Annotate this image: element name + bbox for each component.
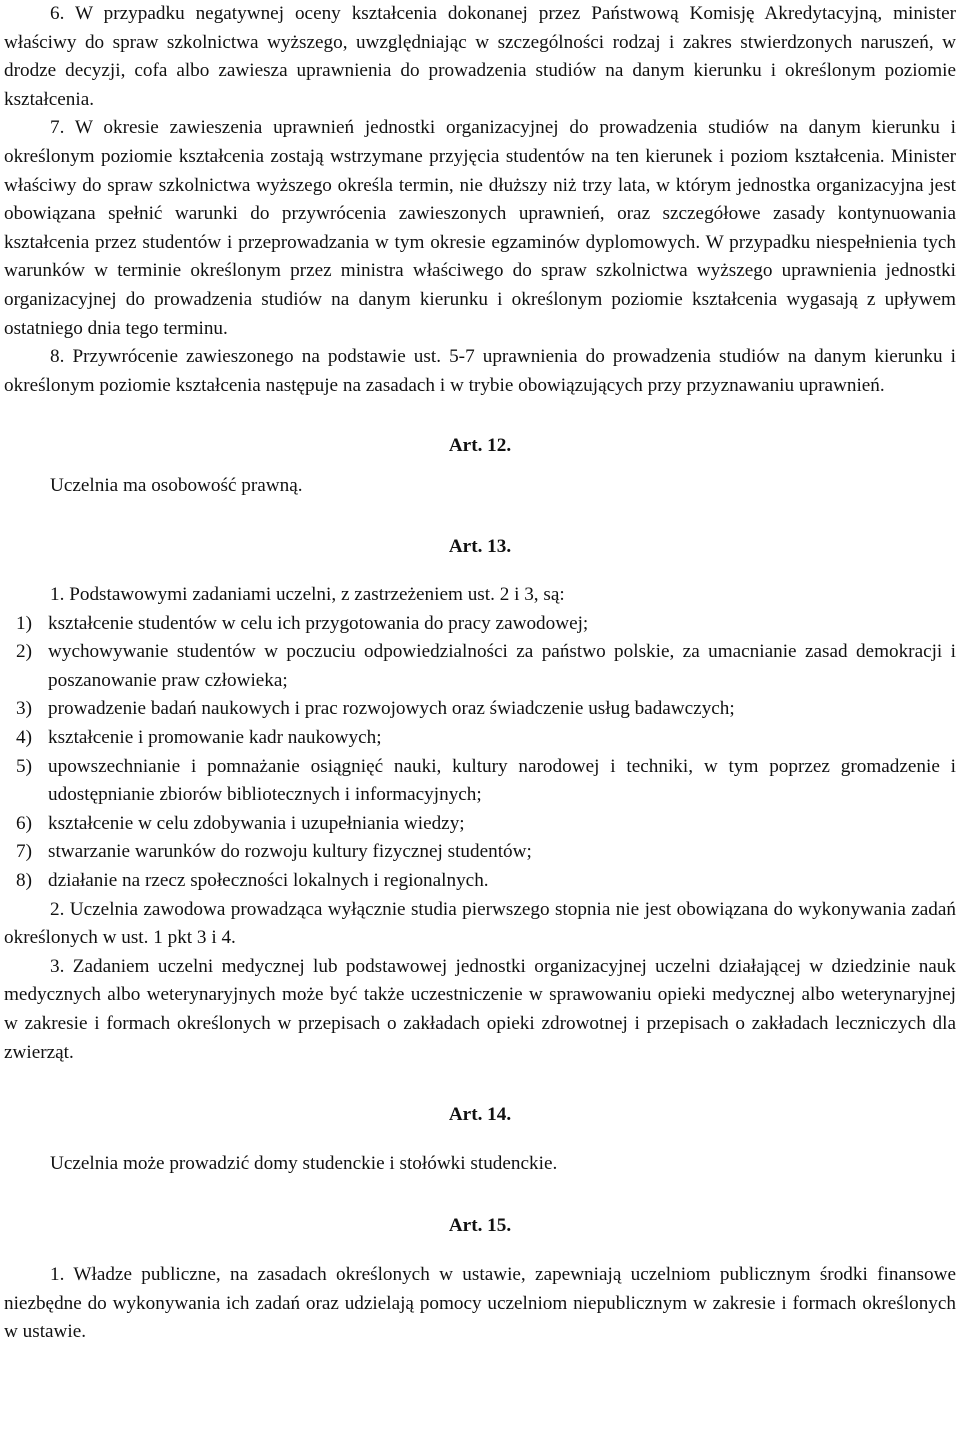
article-13-points-list [4,610,956,896]
point-number: 5) [16,755,32,777]
article-13-ust-3: 3. Zadaniem uczelni medycznej lub podstawowej jednostki organizacyjnej uczelni działającej w dziedzinie nauk medycznych albo weterynaryjnych może być także uczestniczenie w sprawowaniu opieki medycznej albo weterynaryjnej w zakresie i formach określonych w przepisach o zakładach opieki zdrowotnej i przepisach o zakładach leczniczych dla zwierząt. [4,955,956,1063]
paragraph-ust-8: 8. Przywrócenie zawieszonego na podstawie ust. 5-7 uprawnienia do prowadzenia studiów na danym kierunku i określonym poziomie kształcenia następuje na zasadach i w trybie obowiązujących przy przyznawaniu uprawnień. [4,346,956,396]
document-page [4,0,956,1347]
list-item [4,610,956,639]
list-item [4,724,956,753]
article-13-ust-2: 2. Uczelnia zawodowa prowadząca wyłącznie studia pierwszego stopnia nie jest obowiązana do wykonywania zadań określonych w ust. 1 pkt 3 i 4. [4,898,956,949]
article-14-heading: Art. 14. [448,1104,512,1126]
list-item [4,638,956,695]
point-number: 8) [16,870,32,892]
list-item [4,838,956,867]
point-number: 4) [16,727,32,749]
list-item [4,753,956,810]
article-12-text: Uczelnia ma osobowość prawną. [50,474,303,496]
article-12-heading: Art. 12. [448,435,512,457]
article-15-ust-1: 1. Władze publiczne, na zasadach określonych w ustawie, zapewniają uczelniom publicznym środki finansowe niezbędne do wykonywania ich zadań oraz udzielają pomocy uczelniom niepublicznym w zakresie i formach określonych w ustawie. [4,1263,956,1343]
article-13-intro: 1. Podstawowymi zadaniami uczelni, z zastrzeżeniem ust. 2 i 3, są: [50,584,565,606]
article-13-heading: Art. 13. [448,535,512,557]
list-item [4,867,956,896]
point-text: kształcenie studentów w celu ich przygotowania do pracy zawodowej; [48,612,589,634]
list-item [4,810,956,839]
list-item [4,695,956,724]
point-number: 7) [16,841,32,863]
point-number: 1) [16,612,32,634]
point-text: wychowywanie studentów w poczuciu odpowiedzialności za państwo polskie, za umacnianie zasad demokracji i poszanowanie praw człowieka; [48,641,956,691]
point-text: prowadzenie badań naukowych i prac rozwojowych oraz świadczenie usług badawczych; [48,698,735,720]
point-text: stwarzanie warunków do rozwoju kultury fizycznej studentów; [48,841,532,863]
point-number: 3) [16,698,32,720]
point-number: 2) [16,641,32,663]
point-text: upowszechnianie i pomnażanie osiągnięć nauki, kultury narodowej i techniki, w tym poprzez gromadzenie i udostępnianie zbiorów bibliotecznych i informacyjnych; [48,755,956,806]
point-text: kształcenie i promowanie kadr naukowych; [48,727,382,749]
paragraph-ust-6: 6. W przypadku negatywnej oceny kształcenia dokonanej przez Państwową Komisję Akredytacyjną, minister właściwy do spraw szkolnictwa wyższego, uwzględniając w szczególności rodzaj i zakres stwierdzonych naruszeń, w drodze decyzji, cofa albo zawiesza uprawnienia do prowadzenia studiów na danym kierunku i określonym poziomie kształcenia. [4,3,956,110]
point-text: kształcenie w celu zdobywania i uzupełniania wiedzy; [48,812,465,834]
article-15-heading: Art. 15. [448,1215,512,1237]
article-14-text: Uczelnia może prowadzić domy studenckie i stołówki studenckie. [50,1152,558,1174]
paragraph-ust-7: 7. W okresie zawieszenia uprawnień jednostki organizacyjnej do prowadzenia studiów na danym kierunku i określonym poziomie kształcenia zostają wstrzymane przyjęcia studentów na ten kierunek i poziom kształcenia. Minister właściwy do spraw szkolnictwa wyższego określa termin, nie dłuższy niż trzy lata, w którym jednostka organizacyjna jest obowiązana spełnić warunki do przywrócenia zawieszonych uprawnień, oraz szczegółowe zasady kontynuowania kształcenia przez studentów i przeprowadzania w tym okresie egzaminów dyplomowych. W przypadku niespełnienia tych warunków w terminie określonym przez ministra właściwego do spraw szkolnictwa wyższego uprawnienia jednostki organizacyjnej do prowadzenia studiów na danym kierunku i określonym poziomie kształcenia wygasają z upływem ostatniego dnia tego terminu. [4,117,956,339]
point-text: działanie na rzecz społeczności lokalnych i regionalnych. [48,870,489,892]
point-number: 6) [16,812,32,834]
